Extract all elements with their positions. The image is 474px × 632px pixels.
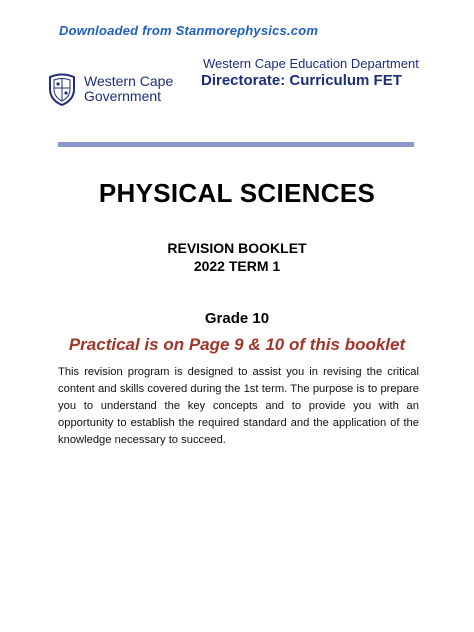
intro-paragraph: This revision program is designed to assist you in revising the critical content and skills covered during the 1st term. The purpose is to prepare you to understand the key concepts and to provide you with an opportunity to establish the required standard and the application of the knowledge necessary to succeed. [58, 366, 419, 446]
booklet-subtitle: REVISION BOOKLET [167, 240, 307, 256]
grade-label: Grade 10 [204, 310, 270, 327]
booklet-term: 2022 TERM 1 [193, 258, 281, 274]
government-name [84, 74, 173, 104]
download-source-link[interactable]: Downloaded from Stanmorephysics.com [59, 23, 319, 38]
page-title: PHYSICAL SCIENCES [98, 178, 376, 208]
government-name-line2: Government [84, 88, 162, 104]
department-name: Western Cape Education Department [203, 56, 419, 71]
practical-note: Practical is on Page 9 & 10 of this booklet [68, 335, 406, 354]
government-name-line1: Western Cape [84, 73, 174, 89]
directorate-name: Directorate: Curriculum FET [201, 72, 402, 89]
header-divider [58, 142, 414, 147]
coat-of-arms-icon [46, 72, 78, 106]
